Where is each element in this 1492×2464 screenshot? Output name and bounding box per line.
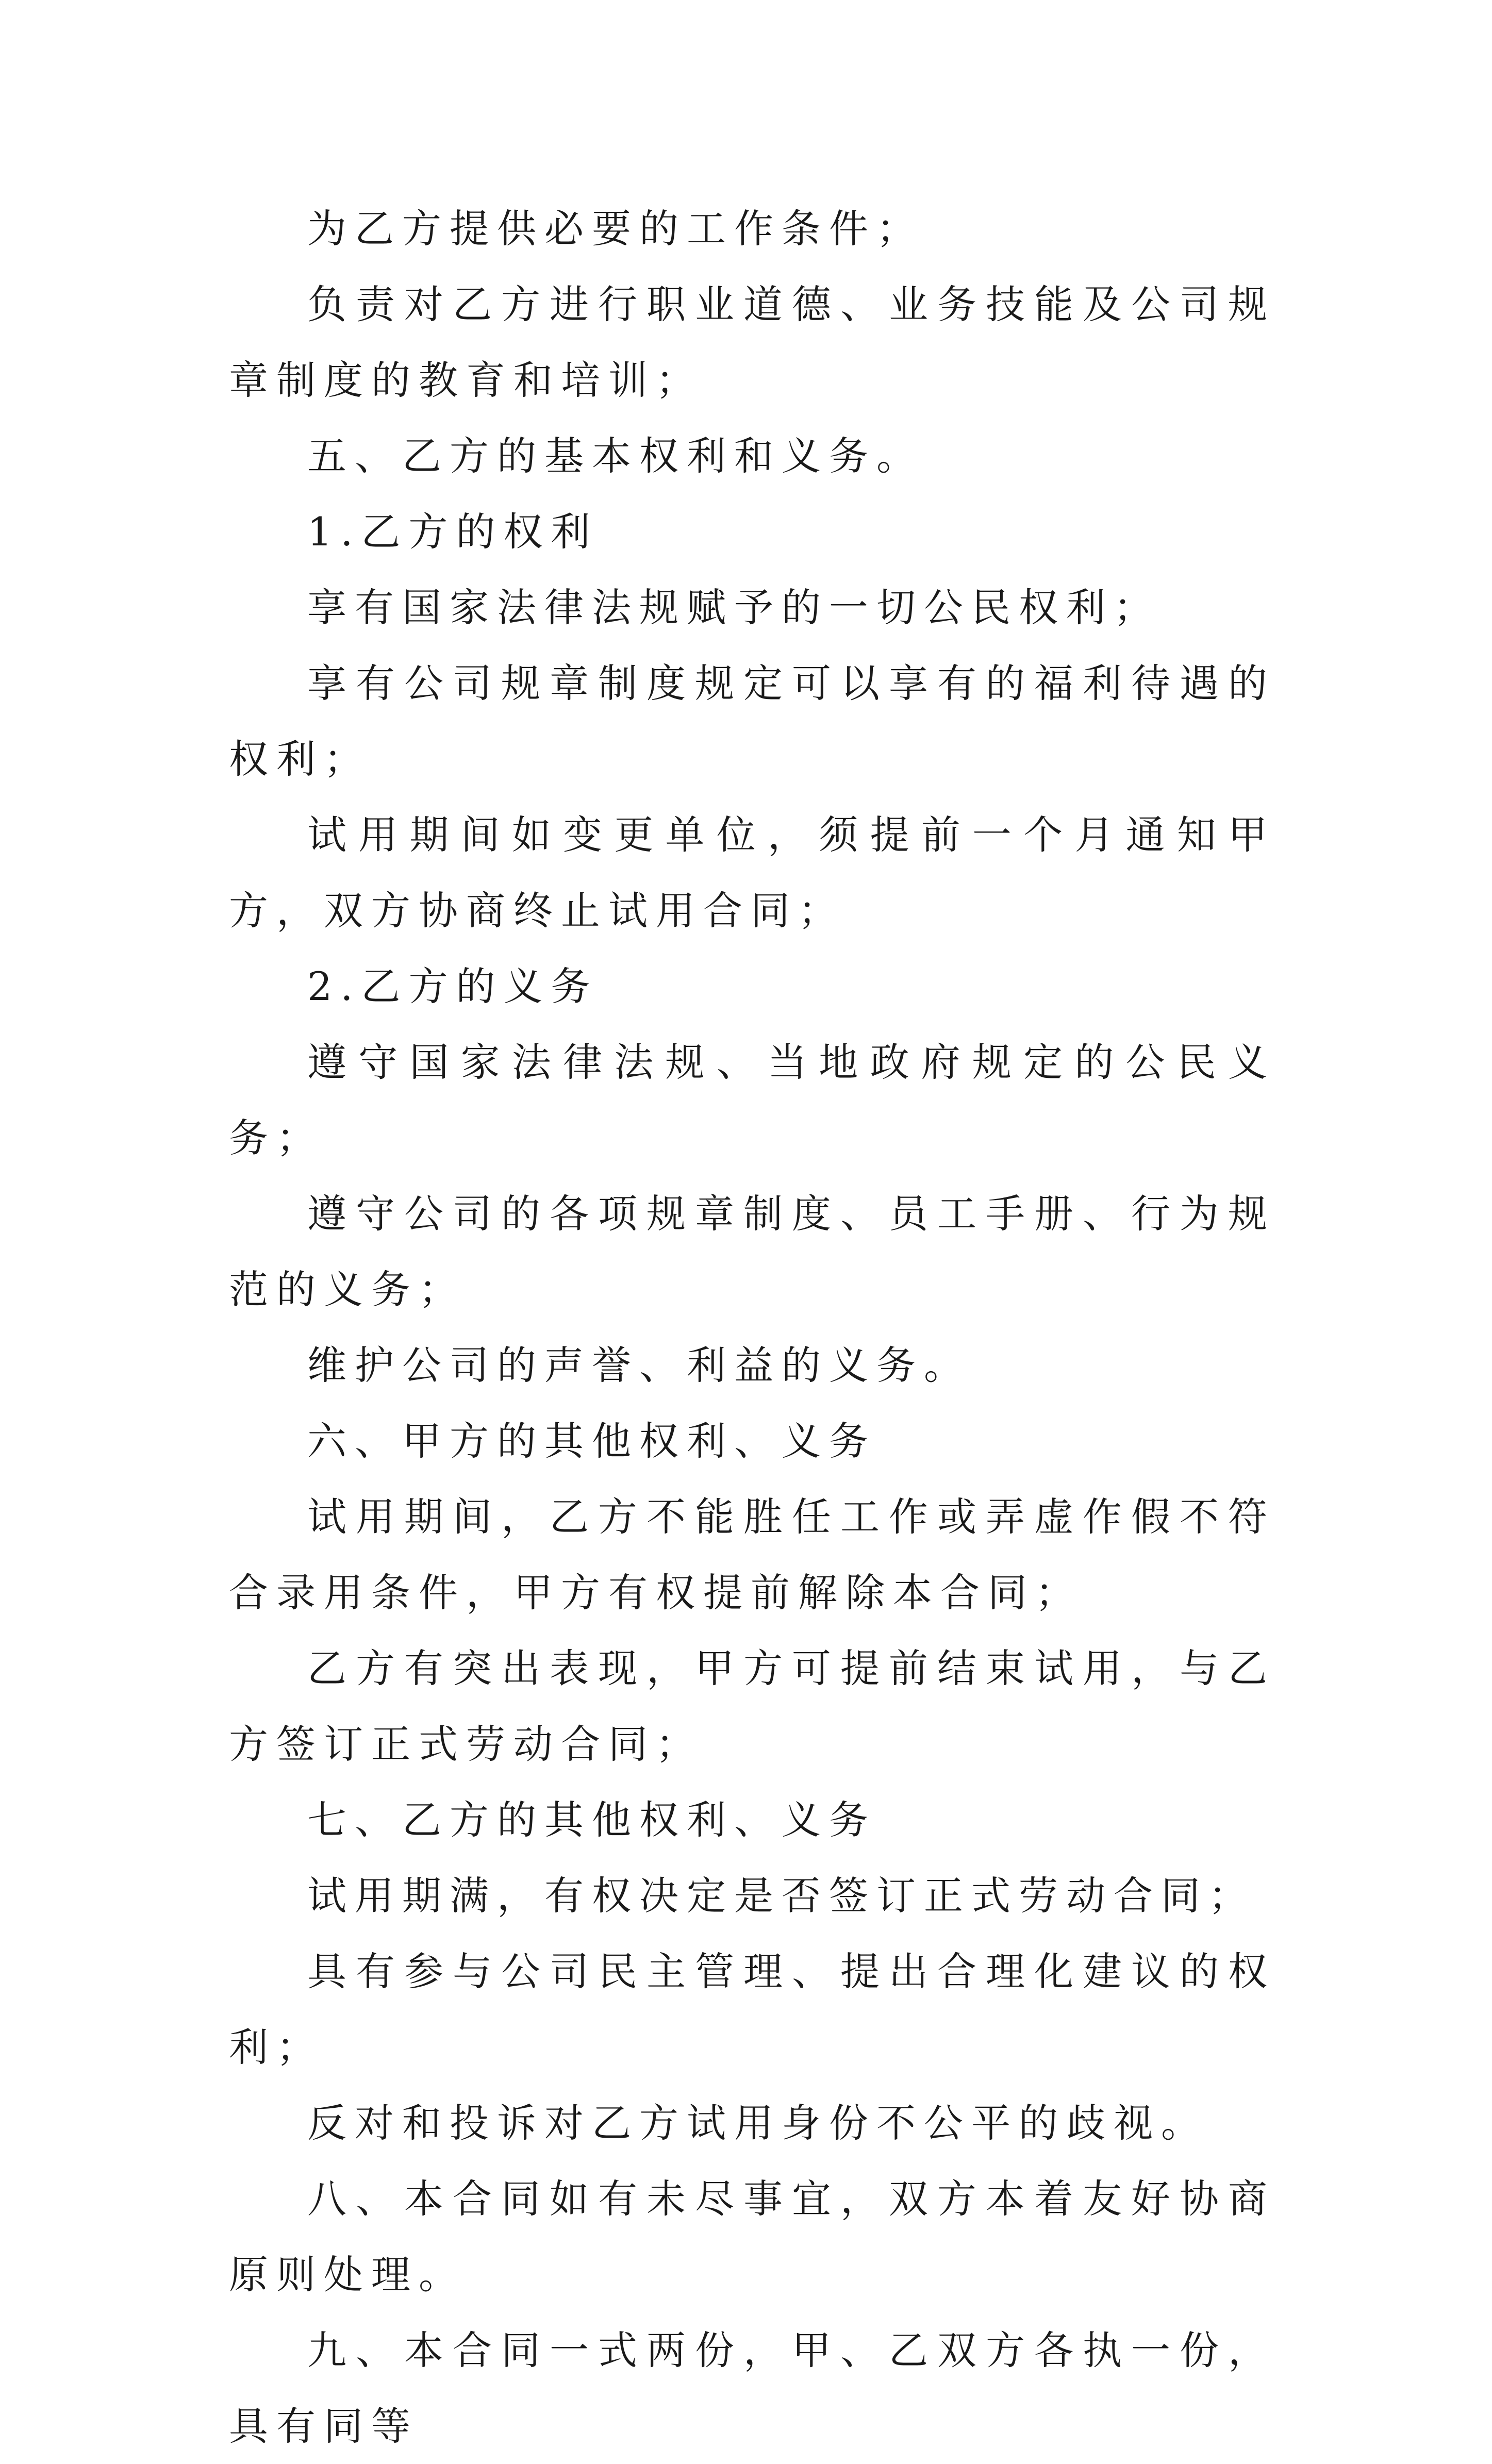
subsection-heading: 2.乙方的义务 [307, 963, 599, 1009]
section-heading: 八、本合同如有未尽事宜，双方本着友好协商原则处理。 [229, 2176, 1275, 2297]
document-body [229, 191, 1275, 2464]
section-heading: 六、甲方的其他权利、义务 [307, 1418, 876, 1464]
paragraph: 遵守公司的各项规章制度、员工手册、行为规范的义务； [229, 1191, 1275, 1312]
paragraph: 负责对乙方进行职业道德、业务技能及公司规章制度的教育和培训； [229, 281, 1275, 403]
paragraph: 享有国家法律法规赋予的一切公民权利； [307, 585, 1161, 630]
section-heading: 七、乙方的其他权利、义务 [307, 1797, 876, 1843]
paragraph: 试用期间如变更单位，须提前一个月通知甲方，双方协商终止试用合同； [229, 812, 1275, 934]
section-heading: 五、乙方的基本权利和义务。 [307, 433, 924, 479]
paragraph: 乙方有突出表现，甲方可提前结束试用，与乙方签订正式劳动合同； [229, 1645, 1275, 1767]
paragraph: 具有参与公司民主管理、提出合理化建议的权利； [229, 1949, 1275, 2070]
paragraph: 反对和投诉对乙方试用身份不公平的歧视。 [307, 2100, 1208, 2146]
paragraph: 享有公司规章制度规定可以享有的福利待遇的权利； [229, 660, 1275, 782]
paragraph: 为乙方提供必要的工作条件； [307, 206, 924, 252]
subsection-heading: 1.乙方的权利 [307, 509, 599, 555]
paragraph: 试用期满，有权决定是否签订正式劳动合同； [307, 1873, 1256, 1919]
paragraph: 遵守国家法律法规、当地政府规定的公民义务； [229, 1039, 1275, 1161]
section-heading: 九、本合同一式两份，甲、乙双方各执一份，具有同等 [229, 2327, 1275, 2449]
paragraph: 维护公司的声誉、利益的义务。 [307, 1342, 971, 1388]
paragraph: 试用期间，乙方不能胜任工作或弄虚作假不符合录用条件，甲方有权提前解除本合同； [229, 1494, 1275, 1616]
